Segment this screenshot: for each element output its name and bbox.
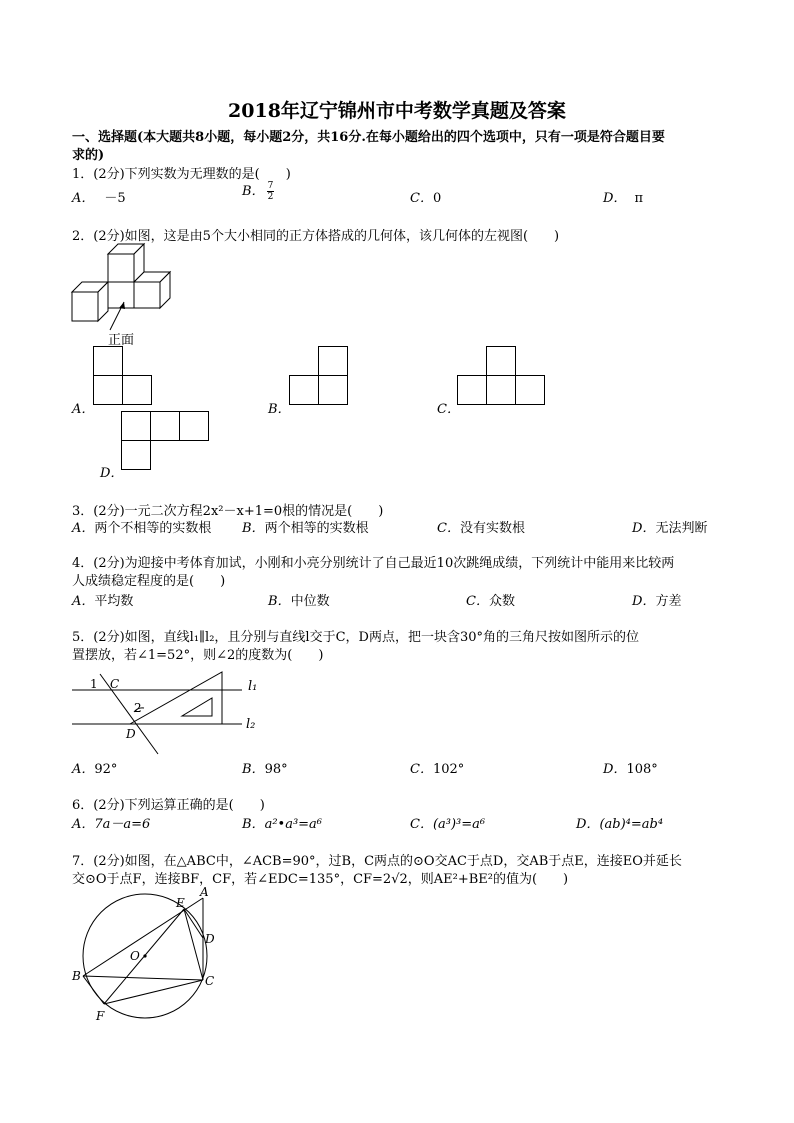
q1-option-b bbox=[242, 180, 274, 202]
q5-label-l2: l₂ bbox=[246, 717, 256, 732]
q3-option-d bbox=[632, 517, 707, 536]
q4-option-b bbox=[268, 590, 330, 609]
q7-circle-figure bbox=[72, 885, 232, 1026]
q1-c-text: 0 bbox=[432, 191, 442, 206]
q7-label-c: C bbox=[205, 974, 215, 988]
q7-segment-ed bbox=[184, 909, 203, 938]
q2-c-label bbox=[437, 398, 460, 417]
q4-option-a bbox=[72, 590, 133, 609]
q7-segment-ec bbox=[184, 909, 203, 980]
q2-b-label bbox=[268, 398, 291, 417]
q3-b-text: 两个相等的实数根 bbox=[264, 521, 369, 536]
q2-front-label: 正面 bbox=[108, 333, 135, 348]
q1-d-label: D． bbox=[603, 191, 627, 206]
q1-b-denominator: 2 bbox=[267, 192, 274, 202]
q5-stem-line2: 置摆放，若∠1=52°，则∠2的度数为( ) bbox=[72, 648, 324, 663]
q6-b-text: a²•a³=a⁶ bbox=[264, 817, 323, 832]
q6-d-label: D． bbox=[576, 817, 600, 832]
q1-b-numerator: 7 bbox=[267, 181, 274, 191]
q5-a-text: 92° bbox=[94, 762, 118, 777]
q7-label-b: B bbox=[72, 969, 81, 983]
q6-c-label: C． bbox=[410, 817, 433, 832]
q7-stem-line1: 7．(2分)如图，在△ABC中，∠ACB=90°，过B，C两点的⊙O交AC于点D，交AB于点E，连接EO并延长 bbox=[72, 854, 682, 869]
q3-option-c bbox=[437, 517, 525, 536]
q1-a-text: －5 bbox=[104, 191, 126, 206]
q5-label-c: C bbox=[110, 677, 120, 691]
q2-a-label bbox=[72, 398, 94, 417]
q3-d-label: D． bbox=[632, 521, 656, 536]
q1-b-fraction bbox=[267, 181, 275, 202]
q2-option-b-figure bbox=[289, 346, 349, 406]
q5-label-1: 1 bbox=[90, 677, 98, 691]
q5-line-l bbox=[100, 674, 158, 754]
q2-d-label-text: D． bbox=[100, 466, 124, 481]
q3-b-label: B． bbox=[242, 521, 265, 536]
q5-label-2: 2 bbox=[134, 701, 142, 715]
q1-c-label: C． bbox=[410, 191, 433, 206]
q7-label-a: A bbox=[200, 885, 209, 899]
q3-option-b bbox=[242, 517, 369, 536]
q2-a-label-text: A． bbox=[72, 402, 95, 417]
q6-a-text: 7a－a=6 bbox=[94, 817, 151, 832]
q5-c-text: 102° bbox=[432, 762, 465, 777]
q7-segment-bc bbox=[83, 976, 203, 980]
q5-d-text: 108° bbox=[626, 762, 658, 777]
q6-d-text: (ab)⁴=ab⁴ bbox=[599, 817, 664, 832]
q7-label-o: O bbox=[130, 949, 140, 963]
q1-b-label: B． bbox=[242, 184, 265, 199]
q4-a-label: A． bbox=[72, 594, 95, 609]
q4-stem-line2: 人成绩稳定程度的是( ) bbox=[72, 574, 226, 589]
q4-d-text: 方差 bbox=[655, 594, 682, 609]
q4-c-label: C． bbox=[466, 594, 489, 609]
q5-triangle-inner bbox=[182, 698, 212, 716]
q3-option-a bbox=[72, 517, 211, 536]
q7-center-dot bbox=[143, 954, 146, 957]
q5-a-label: A． bbox=[72, 762, 95, 777]
q4-c-text: 众数 bbox=[488, 594, 515, 609]
q7-label-f: F bbox=[96, 1009, 105, 1023]
q2-option-d-figure bbox=[121, 411, 210, 471]
section-heading-line1: 一、选择题(本大题共8小题，每小题2分，共16分.在每小题给出的四个选项中，只有一项是符合题目要 bbox=[72, 130, 665, 145]
q3-stem: 3．(2分)一元二次方程2x²－x+1=0根的情况是( ) bbox=[72, 504, 384, 519]
section-heading-line2: 求的) bbox=[72, 148, 105, 163]
q4-stem-line1: 4．(2分)为迎接中考体育加试，小刚和小亮分别统计了自己最近10次跳绳成绩，下列统计中能用来比较两 bbox=[72, 556, 675, 571]
q6-stem: 6．(2分)下列运算正确的是( ) bbox=[72, 798, 265, 813]
q2-option-c-figure bbox=[457, 346, 546, 406]
q2-stem: 2．(2分)如图，这是由5个大小相同的正方体搭成的几何体，该几何体的左视图( ) bbox=[72, 229, 560, 244]
q1-option-a bbox=[72, 187, 126, 206]
q5-c-label: C． bbox=[410, 762, 433, 777]
q3-a-text: 两个不相等的实数根 bbox=[94, 521, 212, 536]
q5-b-text: 98° bbox=[264, 762, 288, 777]
q1-a-label: A． bbox=[72, 191, 95, 206]
q2-d-label bbox=[100, 462, 123, 481]
q4-a-text: 平均数 bbox=[94, 594, 134, 609]
q7-segment-bf bbox=[83, 976, 104, 1004]
q5-option-a bbox=[72, 758, 117, 777]
q5-label-d: D bbox=[126, 727, 136, 741]
q4-b-label: B． bbox=[268, 594, 291, 609]
q4-option-c bbox=[466, 590, 515, 609]
q5-parallel-lines-figure bbox=[72, 668, 272, 756]
q1-stem: 1．(2分)下列实数为无理数的是( ) bbox=[72, 167, 291, 182]
q2-b-label-text: B． bbox=[268, 402, 291, 417]
q4-option-d bbox=[632, 590, 681, 609]
q5-option-b bbox=[242, 758, 288, 777]
q2-c-label-text: C． bbox=[437, 402, 460, 417]
q6-option-c bbox=[410, 813, 485, 832]
page-title: 2018年辽宁锦州市中考数学真题及答案 bbox=[228, 100, 566, 122]
q6-option-d bbox=[576, 813, 663, 832]
q4-b-text: 中位数 bbox=[290, 594, 330, 609]
q5-d-label: D． bbox=[603, 762, 627, 777]
q6-option-a bbox=[72, 813, 150, 832]
q5-label-l1: l₁ bbox=[248, 679, 258, 694]
q4-d-label: D． bbox=[632, 594, 656, 609]
q7-stem-line2: 交⊙O于点F，连接BF，CF，若∠EDC=135°，CF=2√2，则AE²+BE²的值为( ) bbox=[72, 872, 569, 887]
q3-c-label: C． bbox=[437, 521, 460, 536]
q3-d-text: 无法判断 bbox=[655, 521, 708, 536]
q7-label-e: E bbox=[176, 896, 185, 910]
q1-d-text: π bbox=[634, 191, 643, 206]
q1-option-d bbox=[603, 187, 643, 206]
q6-a-label: A． bbox=[72, 817, 95, 832]
q7-label-d: D bbox=[205, 932, 215, 946]
q5-option-d bbox=[603, 758, 658, 777]
q3-a-label: A． bbox=[72, 521, 95, 536]
q6-c-text: (a³)³=a⁶ bbox=[432, 817, 486, 832]
q5-option-c bbox=[410, 758, 464, 777]
q2-option-a-figure bbox=[93, 346, 153, 406]
q1-option-c bbox=[410, 187, 441, 206]
q5-stem-line1: 5．(2分)如图，直线l₁∥l₂，且分别与直线l交于C，D两点，把一块含30°角的三角尺按如图所示的位 bbox=[72, 630, 639, 645]
q6-b-label: B． bbox=[242, 817, 265, 832]
q3-c-text: 没有实数根 bbox=[459, 521, 525, 536]
q6-option-b bbox=[242, 813, 322, 832]
q5-b-label: B． bbox=[242, 762, 265, 777]
